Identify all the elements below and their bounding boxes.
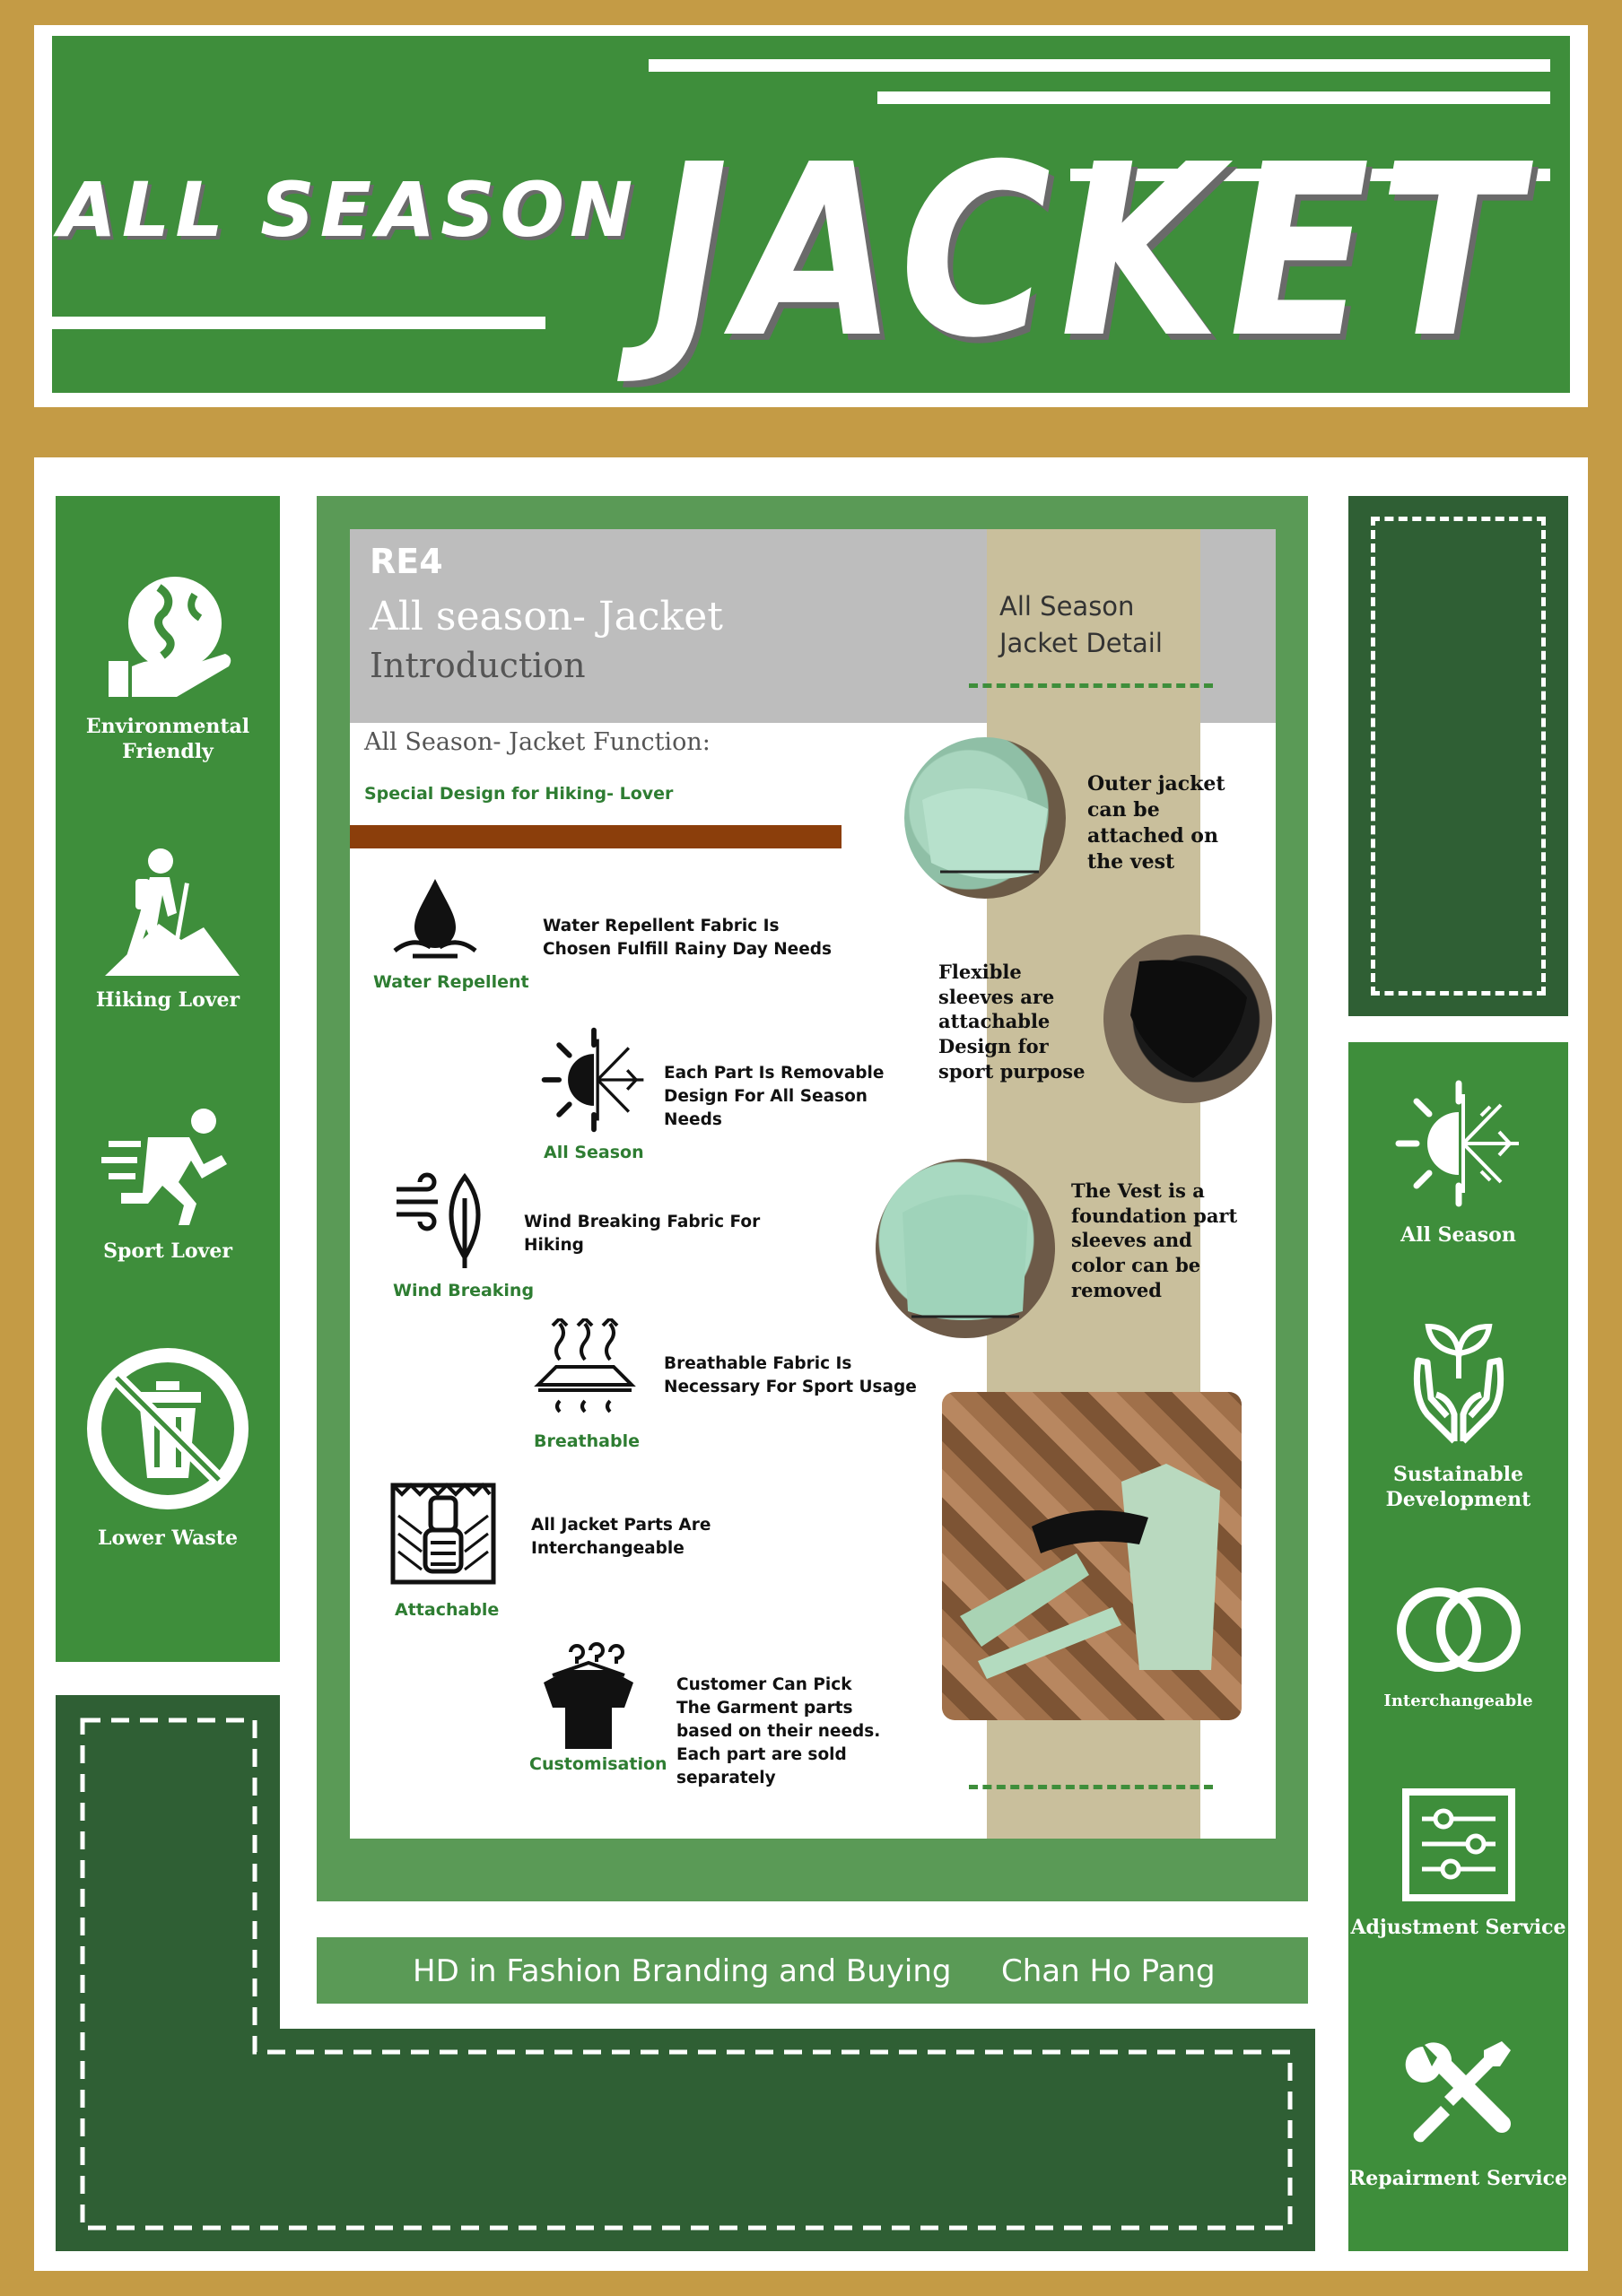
board-title: All season- Jacket [370, 594, 723, 639]
feature-label: Water Repellent [373, 972, 529, 992]
sidebar-label: All Season [1400, 1223, 1516, 1247]
sidebar-label: Sustainable Development [1385, 1463, 1531, 1511]
function-subheading: Special Design for Hiking- Lover [364, 784, 674, 804]
header-stripe [52, 317, 545, 329]
header-stripe [649, 59, 1550, 72]
sidebar-item-sport-lover [56, 1101, 280, 1265]
wind-leaf-icon [393, 1171, 493, 1272]
feature-label: All Season [544, 1143, 644, 1162]
credits-name: Chan Ho Pang [1001, 1953, 1216, 1989]
detail-title: All Season Jacket Detail [999, 591, 1163, 658]
hiker-icon [96, 841, 240, 976]
detail-caption: Flexible sleeves are attachable Design for sport purpose [938, 961, 1086, 1083]
detail-divider [969, 1785, 1213, 1789]
sidebar-label: Interchangeable [1383, 1692, 1533, 1710]
function-heading: All Season- Jacket Function: [364, 728, 711, 756]
sidebar-label: Repairment Service [1349, 2167, 1567, 2190]
sidebar-item-all-season [1348, 1076, 1568, 1248]
header-subtitle: ALL SEASON [57, 166, 639, 254]
board-code: RE4 [370, 542, 443, 581]
water-drop-icon [386, 875, 484, 961]
sidebar-item-adjustment-service [1348, 1787, 1568, 1941]
interlocking-rings-icon [1387, 1580, 1530, 1679]
photo-flexible-sleeves [1103, 935, 1272, 1103]
detail-caption: The Vest is a foundation part sleeves and color can be removed [1071, 1179, 1238, 1301]
feature-description: Wind Breaking Fabric For Hiking [524, 1213, 761, 1255]
right-decor-dashed-border [1371, 517, 1546, 996]
tshirt-hangers-icon [526, 1639, 651, 1751]
credits-course: HD in Fashion Branding and Buying [413, 1953, 952, 1989]
sun-snowflake-icon [538, 1024, 650, 1135]
detail-caption: Outer jacket can be attached on the vest [1087, 772, 1225, 874]
runner-icon [96, 1101, 240, 1227]
feature-label: Customisation [529, 1754, 667, 1774]
right-sidebar [1348, 1042, 1568, 2251]
sidebar-item-hiking-lover [56, 841, 280, 1013]
feature-description: Customer Can Pick The Garment parts based on their needs. Each part are sold separately [676, 1675, 881, 1787]
wrench-screwdriver-icon [1396, 2029, 1522, 2154]
sidebar-label: Hiking Lover [95, 988, 240, 1012]
zipper-icon [389, 1480, 497, 1587]
sidebar-label: Adjustment Service [1350, 1916, 1566, 1939]
header-stripe [877, 91, 1550, 104]
detail-divider [969, 683, 1213, 688]
feature-description: All Jacket Parts Are Interchangeable [531, 1516, 711, 1558]
feature-description: Breathable Fabric Is Necessary For Sport Usage [664, 1354, 917, 1396]
header-title: JACKET [651, 115, 1529, 391]
feature-description: Water Repellent Fabric Is Chosen Fulfill Rainy Day Needs [543, 917, 833, 959]
sidebar-label: Lower Waste [98, 1526, 238, 1550]
photo-jacket-parts [942, 1392, 1242, 1720]
sliders-icon [1400, 1787, 1517, 1903]
feature-description: Each Part Is Removable Design For All Season Needs [664, 1064, 885, 1129]
breathable-icon [529, 1318, 641, 1419]
sidebar-item-environmental-friendly [56, 568, 280, 764]
left-sidebar [56, 496, 280, 1662]
photo-outer-jacket [904, 737, 1066, 899]
earth-hand-icon [96, 568, 240, 702]
sidebar-item-lower-waste [56, 1344, 280, 1552]
feature-label: Attachable [395, 1600, 500, 1620]
sun-snowflake-icon [1391, 1076, 1526, 1211]
sidebar-item-interchangeable [1348, 1580, 1568, 1712]
board [350, 529, 1276, 1839]
sidebar-label: Sport Lover [103, 1239, 232, 1263]
sidebar-item-sustainable-development [1348, 1316, 1568, 1512]
feature-label: Wind Breaking [393, 1281, 535, 1300]
plant-hands-icon [1391, 1316, 1526, 1450]
feature-label: Breathable [534, 1431, 640, 1451]
photo-vest [876, 1159, 1055, 1338]
no-trash-icon [83, 1344, 253, 1514]
sidebar-item-repairment-service [1348, 2029, 1568, 2192]
board-intro: Introduction [370, 646, 586, 685]
accent-bar [350, 825, 842, 848]
sidebar-label: Environmental Friendly [85, 715, 250, 763]
